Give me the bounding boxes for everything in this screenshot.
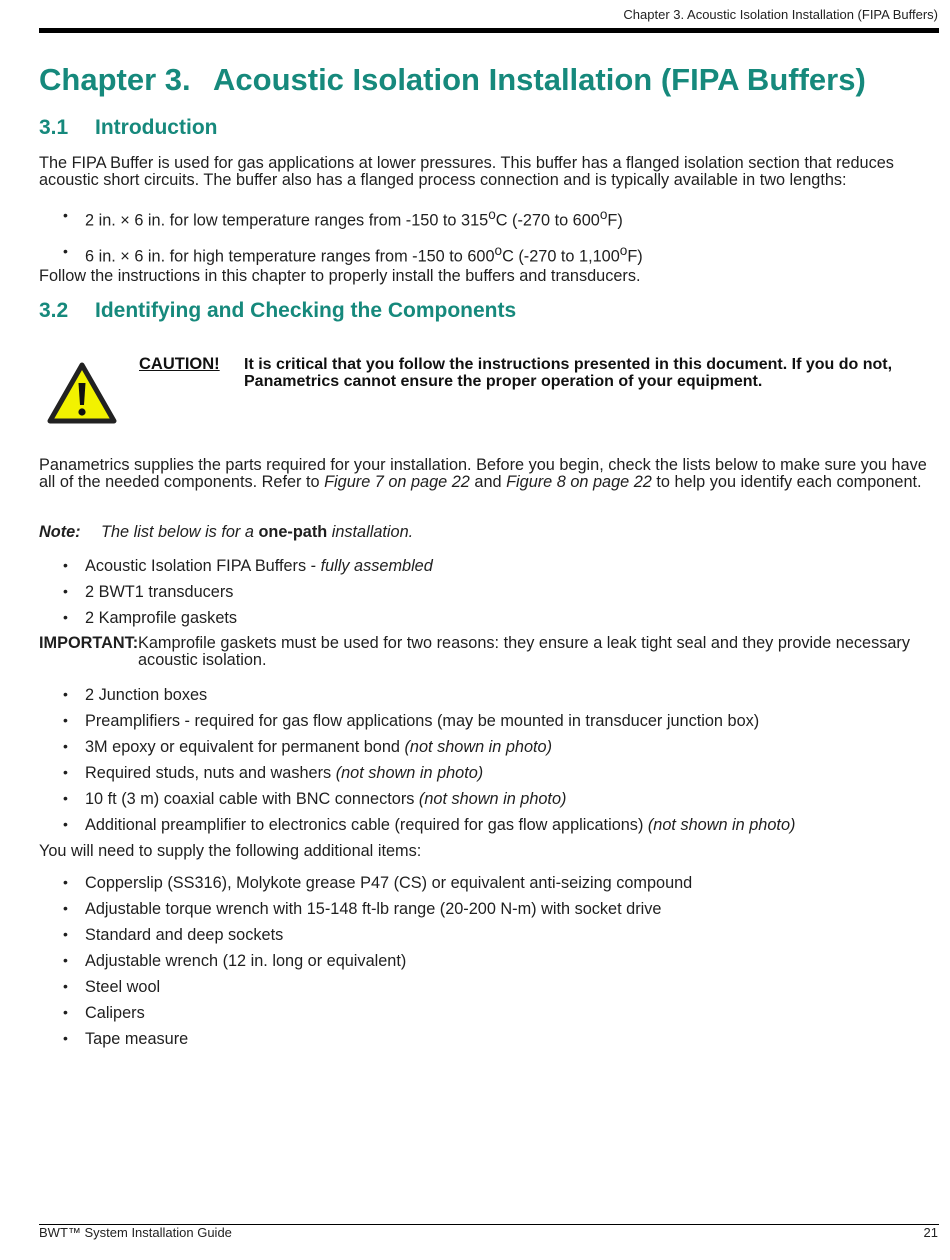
list-item <box>39 816 939 835</box>
item-note: fully assembled <box>320 557 433 575</box>
footer-guide-title: BWT™ System Installation Guide <box>39 1225 232 1240</box>
degree-superscript: o <box>494 243 503 259</box>
supplied-parts-list <box>39 557 939 628</box>
item-text: 10 ft (3 m) coaxial cable with BNC connectors <box>85 790 419 808</box>
list-item <box>39 583 939 602</box>
item-text: Acoustic Isolation FIPA Buffers - <box>85 557 321 575</box>
degree-superscript: o <box>619 243 628 259</box>
bullet-dot: • <box>63 712 68 728</box>
item-text: Adjustable torque wrench with 15-148 ft-lb range (20-200 N-m) with socket drive <box>85 900 662 918</box>
list-item <box>39 712 939 731</box>
bullet-dot: • <box>63 764 68 780</box>
item-text: 6 in. × 6 in. for high temperature ranges from -150 to 600 <box>85 247 495 266</box>
chapter-title <box>39 62 866 98</box>
item-text: F) <box>607 211 623 230</box>
list-item <box>39 764 939 783</box>
user-supplied-items-list <box>39 874 939 1049</box>
list-item <box>39 609 939 628</box>
important-label: IMPORTANT: <box>39 634 139 652</box>
bullet-dot: • <box>63 790 68 806</box>
page-number: 21 <box>923 1225 938 1240</box>
bullet-dot: • <box>63 738 68 754</box>
paragraph-text: to help you identify each component. <box>651 473 922 491</box>
list-item <box>39 557 939 576</box>
bullet-dot: • <box>63 900 68 916</box>
header-rule <box>39 28 939 33</box>
warning-triangle-icon <box>47 362 117 424</box>
supplies-paragraph <box>39 457 939 491</box>
note-text: The list below is for a <box>101 523 259 541</box>
section-heading-components <box>39 299 939 323</box>
item-text: C (-270 to 1,100 <box>502 247 620 266</box>
intro-paragraph: The FIPA Buffer is used for gas applications at lower pressures. This buffer has a flanged isolation section that reduces acoustic short circuits. The buffer also has a flanged process connection and is typically available in two lengths: <box>39 154 894 189</box>
bullet-dot: • <box>63 952 68 968</box>
item-text: Copperslip (SS316), Molykote grease P47 (CS) or equivalent anti-seizing compound <box>85 874 693 892</box>
item-note: (not shown in photo) <box>647 816 796 834</box>
item-text: Steel wool <box>85 978 161 996</box>
item-text: Additional preamplifier to electronics cable (required for gas flow applications) <box>85 816 648 834</box>
list-item <box>39 926 939 945</box>
important-text: Kamprofile gaskets must be used for two reasons: they ensure a leak tight seal and they provide necessary acoustic isolation. <box>138 634 910 669</box>
item-text: Tape measure <box>85 1030 189 1048</box>
item-text: 2 Kamprofile gaskets <box>85 609 238 627</box>
section-number: 3.2 <box>39 299 69 322</box>
caution-text: It is critical that you follow the instructions presented in this document. If you do not, Panametrics cannot ensure the proper operation of your equipment. <box>244 356 893 390</box>
section-title: Identifying and Checking the Components <box>95 299 517 322</box>
caution-label: CAUTION! <box>139 355 220 373</box>
item-text: 2 BWT1 transducers <box>85 583 234 601</box>
list-item <box>39 900 939 919</box>
buffer-length-list <box>39 207 939 267</box>
note-label: Note: <box>39 523 81 541</box>
bullet-dot: • <box>63 583 68 599</box>
running-header: Chapter 3. Acoustic Isolation Installation (FIPA Buffers) <box>623 7 938 22</box>
bullet-dot: • <box>63 686 68 702</box>
degree-superscript: o <box>488 207 496 222</box>
item-text: 2 Junction boxes <box>85 686 208 704</box>
section-title: Introduction <box>95 116 218 139</box>
paragraph-text: and <box>469 473 507 491</box>
figure-reference-link[interactable]: Figure 8 on page 22 <box>506 473 652 491</box>
list-item <box>39 978 939 997</box>
list-item <box>39 738 939 757</box>
item-text: Required studs, nuts and washers <box>85 764 336 782</box>
bullet-dot: • <box>63 978 68 994</box>
important-notice <box>39 635 939 669</box>
chapter-title-text: Acoustic Isolation Installation (FIPA Buffers) <box>213 62 866 97</box>
chapter-number: Chapter 3. <box>39 62 191 97</box>
bullet-dot: • <box>63 926 68 942</box>
section-heading-introduction <box>39 116 939 140</box>
item-text: 2 in. × 6 in. for low temperature ranges from -150 to 315 <box>85 211 489 230</box>
user-supply-intro: You will need to supply the following additional items: <box>39 842 422 860</box>
supplied-parts-list-continued <box>39 686 939 835</box>
bullet-dot: • <box>63 816 68 832</box>
item-text: Calipers <box>85 1004 145 1022</box>
list-item <box>39 952 939 971</box>
list-item <box>39 1004 939 1023</box>
list-item <box>39 1030 939 1049</box>
item-text: Preamplifiers - required for gas flow applications (may be mounted in transducer junction box) <box>85 712 760 730</box>
bullet-dot: • <box>63 243 68 260</box>
list-item <box>39 686 939 705</box>
item-note: (not shown in photo) <box>418 790 567 808</box>
figure-reference-link[interactable]: Figure 7 on page 22 <box>324 473 470 491</box>
caution-notice <box>39 355 939 435</box>
list-item <box>39 790 939 809</box>
bullet-dot: • <box>63 874 68 890</box>
follow-instructions-paragraph: Follow the instructions in this chapter to properly install the buffers and transducers. <box>39 267 641 285</box>
bullet-dot: • <box>63 557 68 573</box>
list-item <box>39 874 939 893</box>
item-text: Adjustable wrench (12 in. long or equivalent) <box>85 952 407 970</box>
bullet-dot: • <box>63 1004 68 1020</box>
note-emphasis: one-path <box>258 523 328 541</box>
note-text: installation. <box>327 523 414 541</box>
paragraph-text: Panametrics supplies the parts required for your installation. Before you begin, check the lists below to make sure you have all of the needed components. Refer to <box>39 456 927 491</box>
bullet-dot: • <box>63 207 68 223</box>
section-number: 3.1 <box>39 116 69 139</box>
degree-superscript: o <box>599 207 608 222</box>
item-note: (not shown in photo) <box>404 738 553 756</box>
list-item <box>39 207 939 230</box>
note <box>39 523 939 542</box>
item-text: C (-270 to 600 <box>495 211 600 230</box>
item-text: 3M epoxy or equivalent for permanent bond <box>85 738 405 756</box>
item-text: F) <box>627 247 643 266</box>
list-item <box>39 243 939 266</box>
bullet-dot: • <box>63 1030 68 1046</box>
item-note: (not shown in photo) <box>335 764 484 782</box>
item-text: Standard and deep sockets <box>85 926 284 944</box>
bullet-dot: • <box>63 609 68 625</box>
